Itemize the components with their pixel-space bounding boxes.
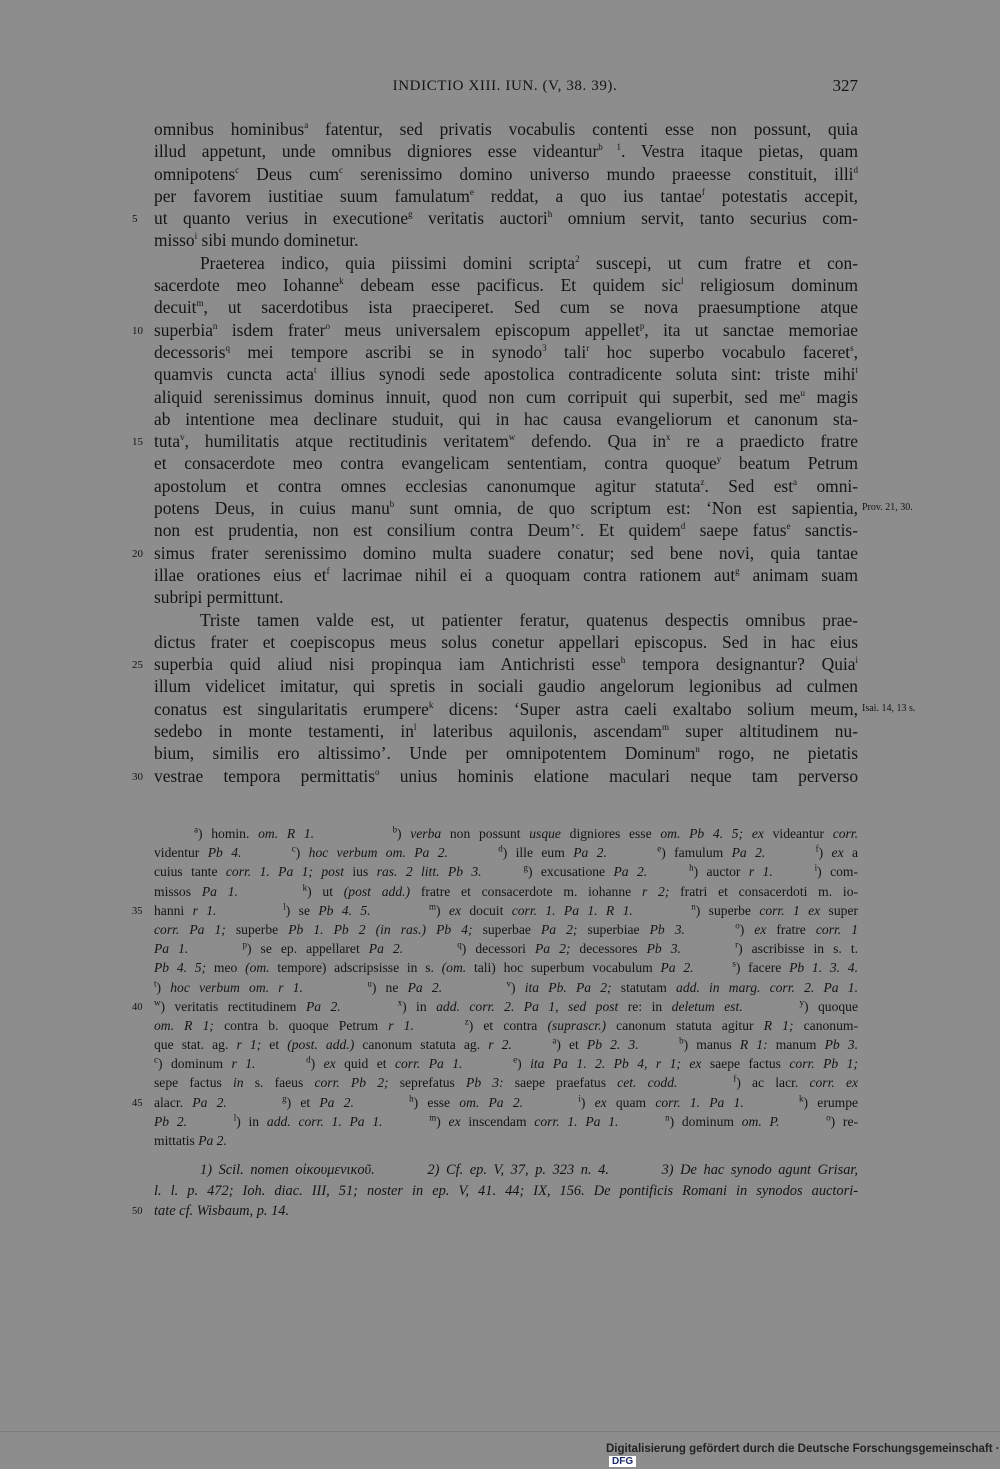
apparatus-line-text: Pb 2. $^l$) in add. corr. 1. Pa 1. $^m$) ex inscendam corr. 1. Pa 1. $^n$) dominum om. P. $^o$) re- [154,1112,859,1129]
apparatus-line [154,920,858,939]
apparatus-line-text: $^w$) veritatis rectitudinem Pa 2. $^x$) in add. corr. 2. Pa 1, sed post re: in deletum est. $^y$) quoque [154,997,859,1014]
line-number: 15 [132,436,143,449]
main-text-line-text: Triste tamen valde est, ut patienter feratur, quatenus despectis omnibus prae- [200,609,858,630]
footnote-line [132,1201,858,1222]
line-number: 5 [132,213,138,226]
apparatus-line-text: $^c$) dominum r 1. $^d$) ex quid et corr. Pa 1. $^e$) ita Pa 1. 2. Pb 4, r 1; ex saepe factus corr. Pb 1; [154,1054,858,1072]
main-text-line-text: superbia$^n$ isdem frater$^o$ meus universalem episcopum appellet$^p$, ita ut sanctae memoriae [154,319,858,340]
main-text-line [154,497,913,519]
apparatus-line [132,997,859,1016]
main-text-line [132,542,858,564]
apparatus-line-text: videntur Pb 4. $^c$) hoc verbum om. Pa 2. $^d$) ille eum Pa 2. $^e$) famulum Pa 2. $^f$) ex a [154,843,859,861]
main-text-line [154,386,858,408]
main-text-line-text: superbia quid aliud nisi propinqua iam Antichristi esse$^h$ tempora designantur? Quia$^i$ [154,654,859,675]
main-text-line-text: et consacerdote meo contra evangelicam sententiam, contra quoque$^y$ beatum Petrum [154,453,858,474]
main-text-line-text: sedebo in monte testamenti, $in^l$ lateribus aquilonis, ascendam$^m$ super altitudinem nu- [154,721,858,742]
footnotes [132,1160,858,1222]
main-text-line [154,452,858,474]
main-text-line-text: ut quanto verius in executione$^g$ veritatis auctori$^h$ omnium servit, tanto securius com- [154,208,858,229]
apparatus-line [132,901,859,920]
main-text-line [132,207,858,229]
main-text-line-text: dictus frater et coepiscopus meus solus conetur appellari episcopus. Sed in hac eius [154,631,858,652]
page-number: 327 [832,76,858,95]
margin-reference: Isai. 14, 13 s. [862,702,916,714]
main-text-line-text: illae orationes eius $et^f$ lacrimae nihil ei a quoquam contra rationem aut$^g$ animam suam [154,564,858,585]
main-text-line [154,341,858,363]
main-text-line [154,185,858,207]
critical-apparatus [132,824,859,1150]
apparatus-line [154,1016,858,1035]
apparatus-line [154,978,858,997]
main-text-line-text: conatus est singularitatis erumpere$^k$ dicens: ‘Super astra caeli exaltabo solium meum, [154,698,859,719]
line-number: 25 [132,659,143,672]
main-text-line-text: potens Deus, in cuius manu$^b$ sunt omnia, de quo scriptum est: ‘Non est sapientia, [154,498,858,519]
funding-footer [606,1443,1000,1467]
footnote-line-text: 1) Scil. nomen οἰκουμενικοῦ. 2) Cf. ep. V, 37, p. 323 n. 4. 3) De hac synodo agunt Grisar, [200,1162,858,1178]
apparatus-line-text: mittatis Pa 2. [154,1133,227,1148]
main-text-line-text: bium, similis ero altissimo’. Unde per omnipotentem Dominum$^n$ rogo, ne pietatis [154,743,858,764]
main-text-line [154,609,858,631]
line-number: 35 [132,905,143,917]
apparatus-line-text: hanni r 1. $^l$) se Pb 4. 5. $^m$) ex docuit corr. 1. Pa 1. R 1. $^n$) superbe corr. 1 ex super [154,901,859,918]
running-title: INDICTIO XIII. IUN. (V, 38. 39). [392,78,618,94]
main-text-line-text: quamvis cuncta acta$^t$ illius synodi sede apostolica contradicente soluta sint: triste mihi$^t$ [154,364,858,385]
main-text-line [132,653,859,675]
footnote-line-text: l. l. p. 472; Ioh. diac. III, 51; noster in ep. V, 41. 44; IX, 156. De pontificis Romani in synodos auctori- [154,1182,858,1199]
main-text [132,118,916,787]
apparatus-line-text: sepe factus in s. faeus corr. Pb 2; seprefatus Pb 3: saepe praefatus cet. codd. $^f$) ac lacr. corr. ex [154,1073,859,1091]
apparatus-line-text: $^t$) hoc verbum om. r 1. $^u$) ne Pa 2. $^v$) ita Pb. Pa 2; statutam add. in marg. corr. 2. Pa 1. [154,977,858,995]
line-number: 50 [132,1206,143,1217]
main-text-line [154,564,858,586]
main-text-line [132,430,858,452]
main-text-line-text: misso$^i$ sibi mundo dominetur. [154,230,359,251]
footnote-line-text: tate cf. Wisbaum, p. 14. [154,1203,290,1219]
apparatus-line [154,824,858,843]
apparatus-line-text: que stat. ag. r 1; et (post. add.) canonum statuta ag. r 2. $^a$) et Pb 2. 3. $^b$) manus R 1: manum Pb 3. [154,1035,858,1053]
running-header [152,78,858,100]
main-text-line [132,319,858,341]
line-number: 20 [132,547,143,560]
main-text-line-text: sacerdote meo Iohanne$^k$ debeam esse pacificus. Et quidem sic$^l$ religiosum dominum [154,275,859,296]
main-text-line-text: illud appetunt, unde omnibus digniores esse videantur$^{b 1}$. Vestra itaque pietas, quam [154,141,858,162]
main-text-line-text: omnipotens$^c$ Deus cum$^c$ serenissimo domino universo mundo praeesse constituit, illi$^d$ [154,163,858,184]
main-text-line-text: ab intentione mea declinare studuit, qui in hac causa evangeliorum et canonum sta- [154,408,858,429]
apparatus-line [154,1073,858,1092]
main-text-line-text: vestrae tempora permittatis$^o$ unius hominis elatione maculari neque tam perverso [154,765,859,786]
main-text-line [154,408,858,430]
main-text-line-text: decuit$^m$, ut sacerdotibus ista praeciperet. Sed cum se nova praesumptione atque [154,297,858,318]
footer-divider [0,1431,1000,1432]
main-text-line-text: simus frater serenissimo domino multa suadere conatur; sed bene novi, quia tantae [154,542,858,563]
main-text-line [154,675,858,697]
main-text-line-text: tuta$^v$, humilitatis atque rectitudinis veritatem$^w$ defendo. Qua $in^x$ re a praedicto fratre [154,431,858,452]
line-number: 45 [132,1097,143,1109]
main-text-line [154,252,858,274]
apparatus-line [154,958,858,977]
apparatus-line [154,882,858,901]
main-text-line-text: subripi permittunt. [154,587,284,608]
main-text-line-text: decessoris$^q$ mei tempore ascribi se in synodo$^3$ tali$^r$ hoc superbo vocabulo faceret$^s$, [154,341,858,362]
main-text-line [154,742,858,764]
apparatus-line-text: Pb 4. 5; meo (om. tempore) adscripsisse in s. (om. tali) hoc superbum vocabulum Pa 2. $^s$) facere Pb 1. 3. 4. [154,958,859,976]
apparatus-line [154,1112,858,1131]
main-text-line [132,765,859,787]
main-text-line [154,296,858,318]
apparatus-line [154,843,858,862]
apparatus-line-text: $^a$) homin. om. R 1. $^b$) verba non possunt usque digniores esse om. Pb 4. 5; ex videantur corr. [194,824,858,841]
main-text-line [154,586,858,608]
apparatus-line [132,1093,859,1112]
main-text-line-text: aliquid serenissimus dominus innuit, quod non cum corripuit qui superbit, sed $me^u$ magis [154,386,858,407]
apparatus-line-text: om. R 1; contra b. quoque Petrum r 1. $^z$) et contra (suprascr.) canonum statuta agitur R 1; canonum- [154,1016,859,1033]
apparatus-line-text: alacr. Pa 2. $^g$) et Pa 2. $^h$) esse om. Pa 2. $^i$) ex quam corr. 1. Pa 1. $^k$) erumpe [154,1093,859,1110]
margin-reference: Prov. 21, 30. [862,502,913,514]
main-text-line [154,475,858,497]
main-text-line-text: Praeterea indico, quia piissimi domini scripta$^2$ suscepi, ut cum fratre et con- [200,252,858,273]
apparatus-line-text: Pa 1. $^p$) se ep. appellaret Pa 2. $^q$) decessori Pa 2; decessores Pb 3. $^r$) ascribisse in s. t. [154,939,859,957]
main-text-line-text: non est prudentia, non est consilium contra Deum’$^c$. Et quidem$^d$ saepe fatus$^e$ sanctis- [154,520,858,541]
main-text-line-text: omnibus hominibus$^a$ fatentur, sed privatis vocabulis contenti esse non possunt, quia [154,119,858,139]
main-text-line [154,163,858,185]
footnote-line [154,1160,858,1181]
main-text-line [154,140,858,162]
main-text-line-text: apostolum et contra omnes ecclesias canonumque agitur statuta$^z$. Sed est$^a$ omni- [154,475,859,496]
apparatus-line [154,1131,858,1150]
footnote-line [154,1181,858,1202]
line-number: 40 [132,1001,143,1013]
apparatus-line-text: corr. Pa 1; superbe Pb 1. Pb 2 (in ras.) Pb 4; superbae Pa 2; superbiae Pb 3. $^o$) ex fratre corr. 1 [154,920,859,937]
main-text-line [154,118,858,140]
apparatus-line [154,862,858,881]
main-text-line [154,274,858,296]
main-text-line [154,631,858,653]
dfg-logo: DFG [609,1456,636,1467]
apparatus-line [154,1035,858,1054]
main-text-line-text: illum videlicet imitatur, qui spretis in sociali gaudio angelorum legionibus ad culmen [154,676,858,697]
main-text-line [154,363,858,385]
main-text-line [154,720,858,742]
funding-text: Digitalisierung gefördert durch die Deutsche Forschungsgemeinschaft · [606,1443,1000,1455]
main-text-line [154,519,858,541]
line-number: 30 [132,770,143,783]
apparatus-line-text: missos Pa 1. $^k$) ut (post add.) fratre et consacerdote m. iohanne r 2; fratri et consacerdoti m. io- [154,882,859,899]
apparatus-line [154,939,858,958]
main-text-line [154,229,858,251]
main-text-line-text: per favorem iustitiae suum famulatum$^e$ reddat, a quo ius tantae$^f$ potestatis accepit, [154,185,858,206]
apparatus-line-text: cuius tante corr. 1. Pa 1; post ius ras. 2 litt. Pb 3. $^g$) excusatione Pa 2. $^h$) auctor r 1. $^i$) com- [154,862,858,880]
apparatus-line [154,1054,858,1073]
main-text-line [154,698,916,720]
line-number: 10 [132,324,143,337]
